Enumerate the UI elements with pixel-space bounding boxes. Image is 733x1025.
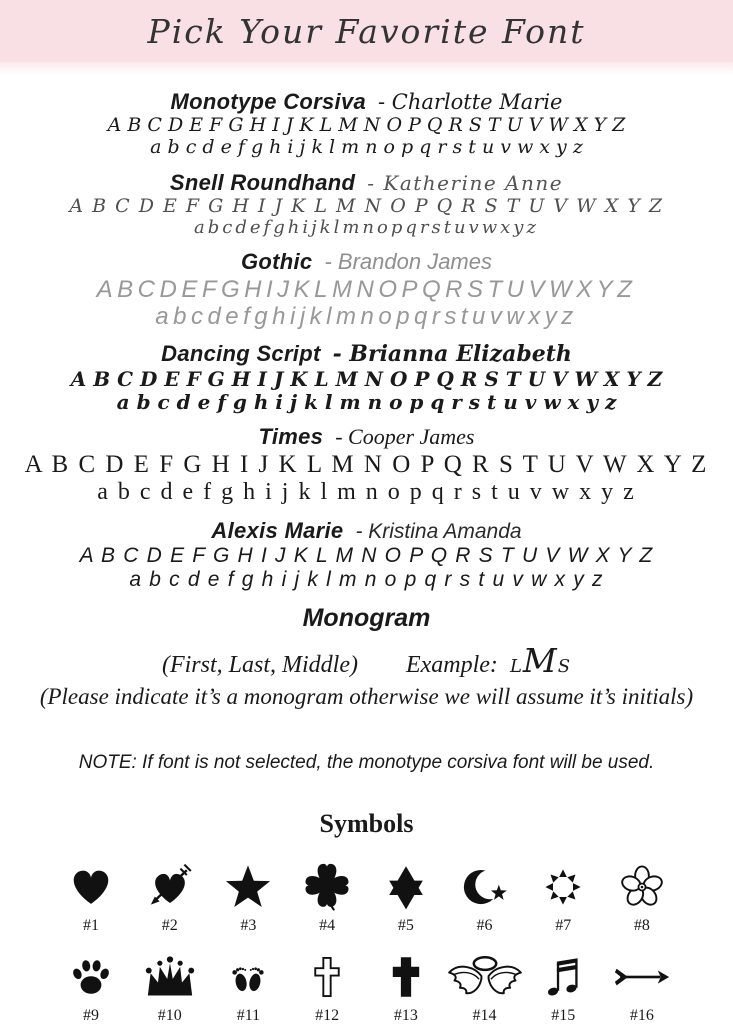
monogram-note: (Please indicate it’s a monogram otherwise we will assume it’s initials)	[39, 683, 694, 709]
symbols-row-1	[0, 860, 733, 935]
font-heading	[0, 249, 733, 275]
font-example-name: - Cooper James	[335, 424, 475, 450]
monogram-title: Monogram	[302, 603, 431, 632]
font-example-name: - Kristina Amanda	[355, 519, 522, 543]
symbol-item	[448, 950, 522, 1025]
symbol-number: #11	[236, 1007, 261, 1025]
font-name: Snell Roundhand	[169, 169, 356, 195]
symbol-number: #8	[633, 917, 650, 935]
crescent-moon-star-icon	[459, 860, 511, 914]
sun-icon	[539, 860, 587, 914]
symbol-item	[526, 950, 600, 1025]
symbol-item	[290, 950, 364, 1025]
uppercase-alphabet: A B C D E F G H I J K L M N O P Q R S T U V W X Y Z	[69, 195, 664, 218]
paw-print-icon	[67, 950, 115, 1004]
monogram-letter-last: M	[522, 640, 558, 680]
symbol-number: #15	[551, 1007, 576, 1025]
symbol-number: #12	[315, 1007, 340, 1025]
symbols-row-2	[0, 950, 733, 1025]
font-name: Monotype Corsiva	[170, 89, 367, 114]
font-heading	[0, 518, 733, 544]
four-leaf-clover-icon	[302, 860, 352, 914]
monogram-example	[406, 641, 571, 680]
page-title: Pick Your Favorite Font	[147, 11, 586, 51]
monogram-format-line	[0, 641, 733, 680]
cross-solid-icon	[384, 950, 428, 1004]
symbol-item	[605, 860, 679, 935]
symbol-item	[369, 950, 443, 1025]
flower-icon	[617, 860, 667, 914]
symbol-number: #2	[161, 917, 178, 935]
symbol-item	[54, 950, 128, 1025]
monogram-letter-first: L	[509, 655, 523, 677]
symbol-item	[369, 860, 443, 935]
font-name: Alexis Marie	[211, 517, 344, 543]
symbol-item	[133, 950, 207, 1025]
uppercase-alphabet: A B C D E F G H I J K L M N O P Q R S T U V W X Y Z	[70, 366, 663, 391]
font-example-name: - Charlotte Marie	[378, 90, 563, 114]
star-icon	[223, 860, 273, 914]
font-sample-times	[0, 424, 733, 506]
heart-with-arrow-icon	[143, 860, 197, 914]
lowercase-alphabet: a b c d e f g h i j k l m n o p q r s t u v w x y z	[97, 479, 636, 506]
font-name: Times	[258, 424, 324, 450]
symbol-number: #13	[393, 1007, 418, 1025]
angel-wings-halo-icon	[447, 950, 523, 1004]
uppercase-alphabet: A B C D E F G H I J K L M N O P Q R S T U V W X Y Z	[79, 544, 654, 567]
content	[0, 75, 733, 1025]
uppercase-alphabet: A B C D E F G H I J K L M N O P Q R S T U V W X Y Z	[24, 450, 709, 478]
header-banner	[0, 0, 733, 62]
lowercase-alphabet: abcdefghijklmnopqrstuvwxyz	[194, 216, 539, 238]
lowercase-alphabet: a b c d e f g h i j k l m n o p q r s t u v w x y z	[129, 567, 604, 591]
symbol-item	[133, 860, 207, 935]
font-example-name: - Brianna Elizabeth	[332, 341, 572, 368]
symbol-number: #3	[240, 917, 257, 935]
symbol-item	[211, 950, 285, 1025]
uppercase-alphabet: A B C D E F G H I J K L M N O P Q R S T U V W X Y Z	[107, 114, 626, 137]
font-name: Dancing Script	[161, 341, 321, 367]
symbols-section	[0, 810, 733, 1025]
crown-icon	[142, 950, 198, 1004]
font-sample-monotype-corsiva	[0, 89, 733, 159]
font-default-note: NOTE: If font is not selected, the monotype corsiva font will be used.	[78, 751, 655, 773]
symbol-number: #6	[476, 917, 493, 935]
symbol-number: #4	[319, 917, 336, 935]
symbol-number: #10	[157, 1007, 182, 1025]
arrow-icon	[614, 950, 670, 1004]
symbol-number: #1	[83, 917, 99, 935]
monogram-section	[0, 603, 733, 710]
symbol-item	[448, 860, 522, 935]
symbol-number: #7	[555, 917, 572, 935]
symbol-item	[605, 950, 679, 1025]
font-sample-snell-roundhand	[0, 170, 733, 239]
monogram-example-label: Example:	[405, 651, 498, 678]
symbol-number: #14	[472, 1007, 497, 1025]
font-sample-gothic	[0, 249, 733, 330]
monogram-example-letters	[510, 641, 571, 680]
lowercase-alphabet: abcdefghijklmnopqrstuvwxyz	[155, 303, 578, 331]
font-sample-alexis-marie	[0, 518, 733, 592]
symbol-item	[211, 860, 285, 935]
lowercase-alphabet: a b c d e f g h i j k l m n o p q r s t u v w x y z	[150, 136, 583, 159]
banner-fade	[0, 62, 733, 75]
star-of-david-icon	[382, 860, 430, 914]
lowercase-alphabet: a b c d e f g h i j k l m n o p q r s t u v w x y z	[116, 389, 617, 414]
symbols-title: Symbols	[319, 808, 414, 838]
font-sample-dancing-script	[0, 341, 733, 413]
symbol-item	[526, 860, 600, 935]
font-example-name: - Brandon James	[324, 249, 492, 275]
footprints-icon	[225, 950, 271, 1004]
font-heading	[0, 89, 733, 115]
uppercase-alphabet: ABCDEFGHIJKLMNOPQRSTUVWXYZ	[96, 275, 637, 303]
font-heading	[0, 341, 733, 367]
font-heading	[0, 424, 733, 450]
symbol-item	[290, 860, 364, 935]
symbol-item	[54, 860, 128, 935]
music-notes-icon	[540, 950, 586, 1004]
cross-outline-icon	[305, 950, 349, 1004]
monogram-format: (First, Last, Middle)	[161, 651, 358, 678]
font-heading	[0, 170, 733, 196]
symbol-number: #16	[629, 1007, 654, 1025]
font-name: Gothic	[241, 249, 313, 275]
monogram-letter-middle: S	[557, 655, 572, 677]
font-example-name: - Katherine Anne	[367, 170, 564, 195]
symbol-number: #5	[397, 917, 414, 935]
symbol-number: #9	[83, 1007, 99, 1025]
heart-icon	[68, 860, 114, 914]
